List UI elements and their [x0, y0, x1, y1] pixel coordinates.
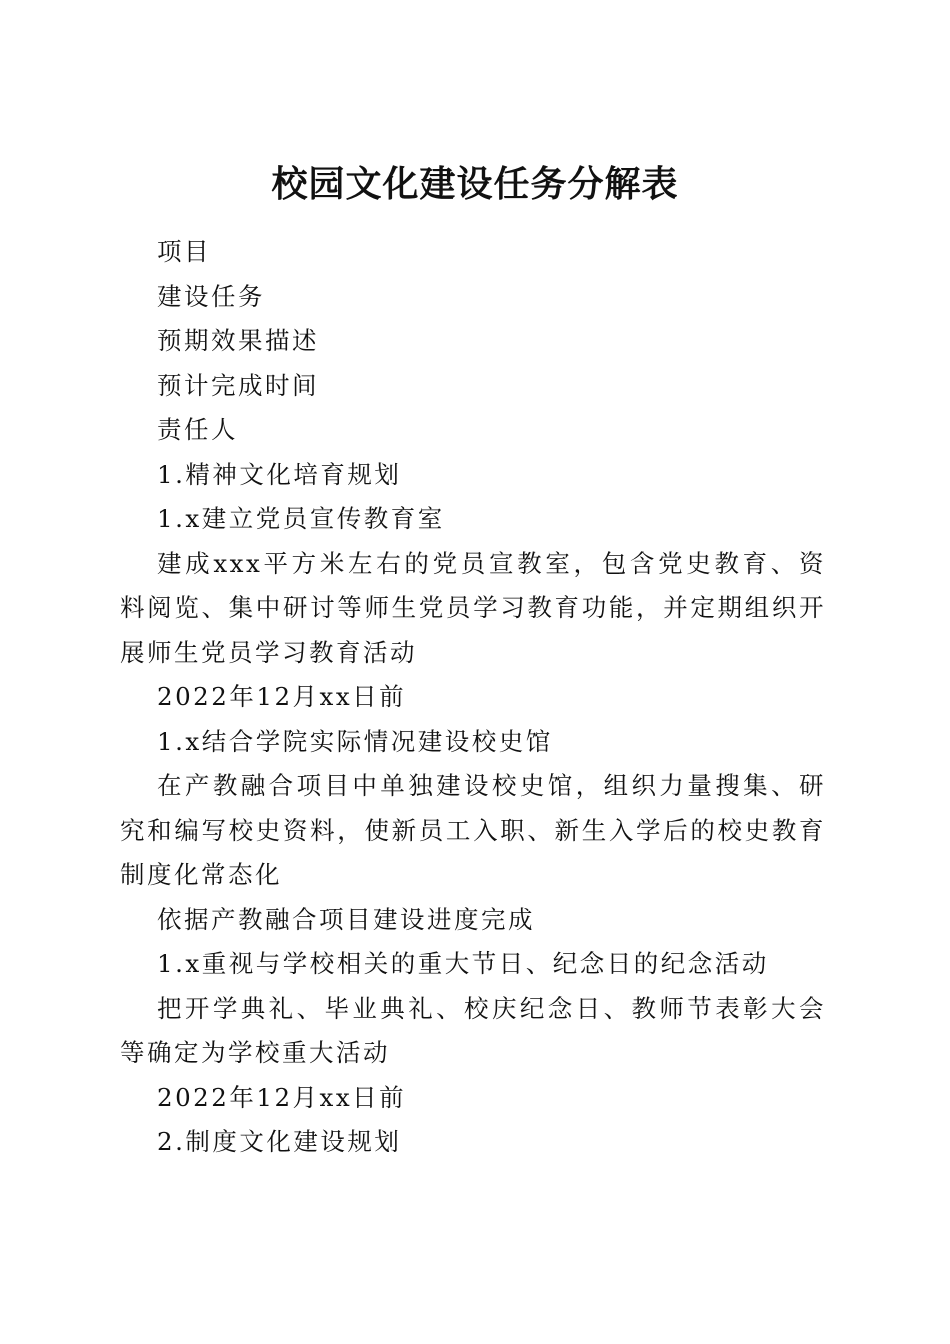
- paragraph-deadline: 2022年12月xx日前: [157, 682, 407, 711]
- paragraph-history-museum-description: 在产教融合项目中单独建设校史馆，组织力量搜集、研究和编写校史资料，使新员工入职、新生入学后的校史教育制度化常态化: [120, 771, 826, 889]
- paragraph-party-room-description: 建成xxx平方米左右的党员宣教室，包含党史教育、资料阅览、集中研讨等师生党员学习教育功能，并定期组织开展师生党员学习教育活动: [120, 548, 826, 667]
- paragraph-progress-deadline: 依据产教融合项目建设进度完成: [157, 904, 535, 934]
- paragraph-section-2: 2.制度文化建设规划: [157, 1127, 402, 1156]
- document-body: [120, 230, 826, 1165]
- paragraph-task-party-room: 1.x建立党员宣传教育室: [157, 504, 445, 533]
- paragraph-task-commemorations: 1.x重视与学校相关的重大节日、纪念日的纪念活动: [157, 949, 769, 978]
- paragraph-estimated-time: 预计完成时间: [157, 370, 319, 400]
- paragraph-deadline: 2022年12月xx日前: [157, 1082, 407, 1112]
- paragraph-construction-task: 建设任务: [157, 281, 265, 311]
- paragraph-section-1: 1.精神文化培育规划: [157, 459, 402, 489]
- paragraph-item: 项目: [157, 237, 211, 266]
- document-title: 校园文化建设任务分解表: [271, 163, 679, 206]
- paragraph-responsible-person: 责任人: [157, 415, 238, 444]
- paragraph-task-history-museum: 1.x结合学院实际情况建设校史馆: [157, 726, 553, 756]
- paragraph-commemorations-description: 把开学典礼、毕业典礼、校庆纪念日、教师节表彰大会等确定为学校重大活动: [120, 993, 826, 1067]
- paragraph-expected-effect: 预期效果描述: [157, 326, 319, 355]
